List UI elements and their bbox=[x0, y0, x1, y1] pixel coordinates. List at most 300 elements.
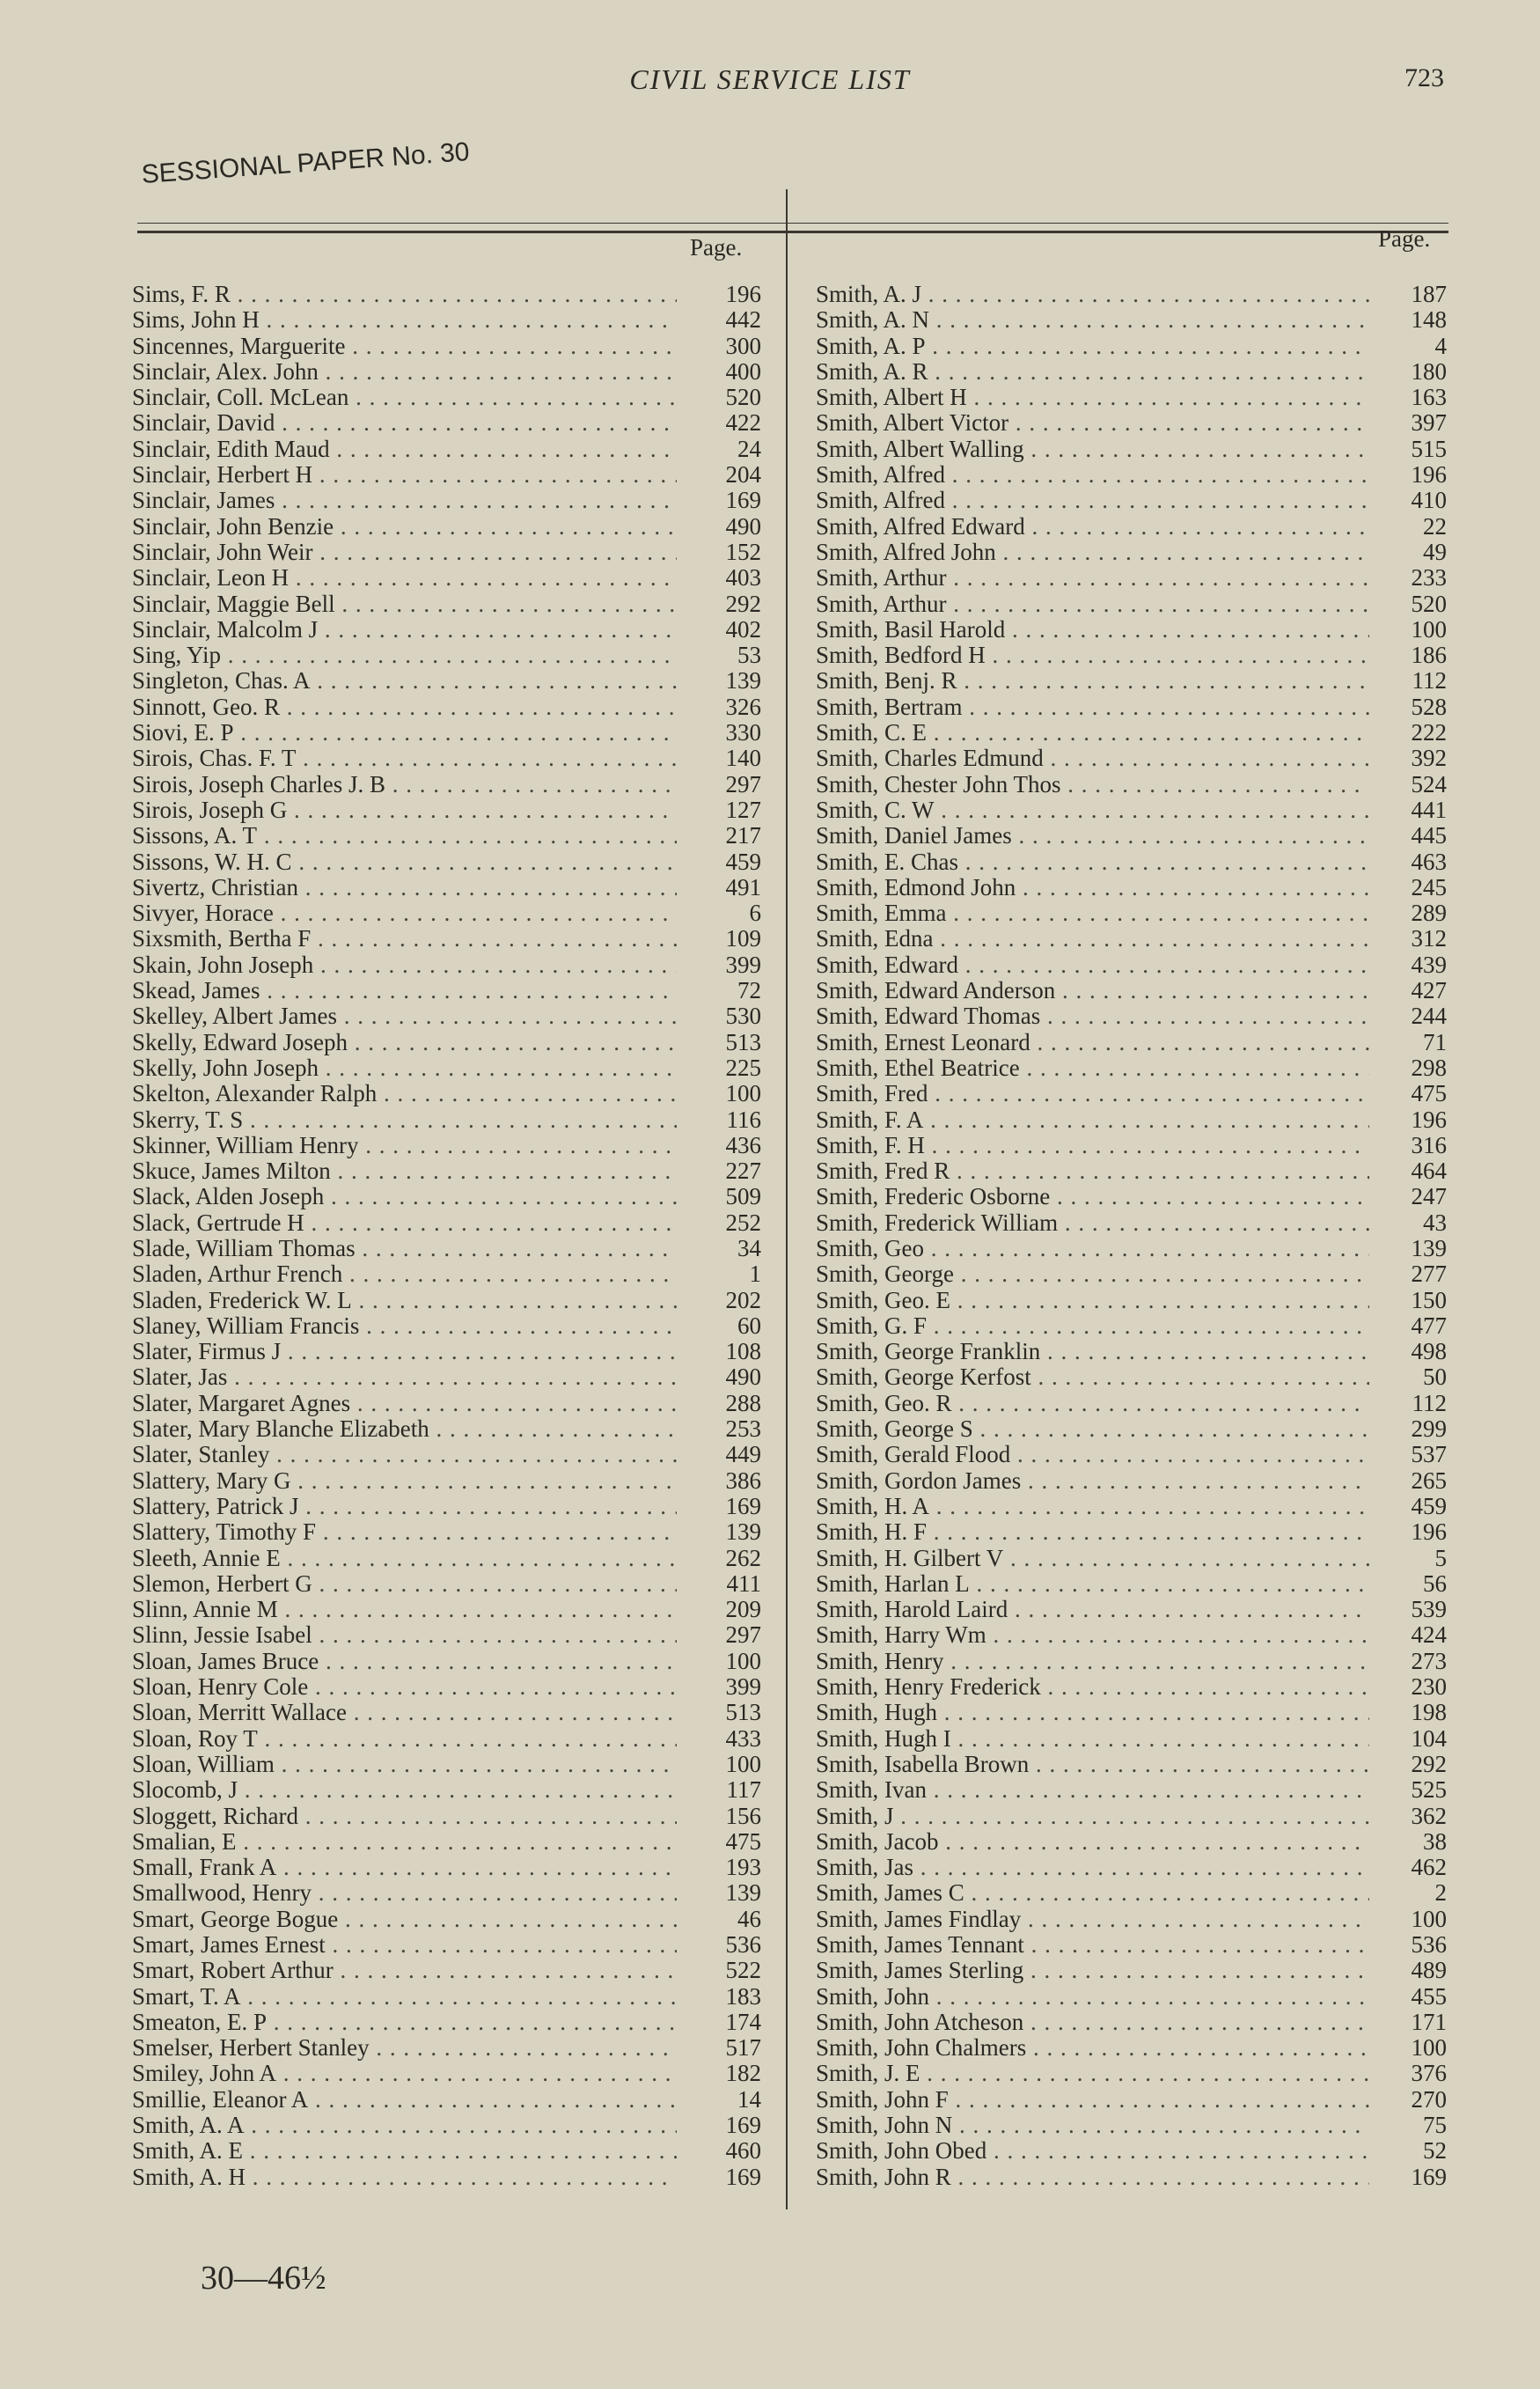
entry-name: Smith, H. Gilbert V . . . bbox=[816, 1546, 1369, 1571]
entry-name: Smith, George S . . . bbox=[816, 1416, 1369, 1442]
entry-name: Sloan, Roy T . . . bbox=[132, 1726, 677, 1752]
entry-name: Singleton, Chas. A . . . bbox=[132, 668, 677, 694]
entry-name: Sinclair, Herbert H . . . bbox=[132, 462, 677, 488]
entry-name: Sinclair, Alex. John . . . bbox=[132, 359, 677, 385]
entry-page: 2 bbox=[1434, 1879, 1447, 1907]
index-entry bbox=[132, 1726, 761, 1752]
index-entry bbox=[816, 1649, 1454, 1674]
entry-name: Slater, Stanley . . . bbox=[132, 1442, 677, 1467]
entry-page: 156 bbox=[725, 1802, 761, 1829]
entry-name: Smith, James Sterling . . . bbox=[816, 1958, 1369, 1983]
entry-page: 376 bbox=[1411, 2060, 1447, 2087]
index-entry bbox=[816, 746, 1454, 771]
entry-page: 169 bbox=[1411, 2163, 1447, 2190]
entry-page: 71 bbox=[1423, 1028, 1447, 1055]
entry-name: Smith, John N . . . bbox=[816, 2113, 1369, 2138]
entry-name: Slater, Margaret Agnes . . . bbox=[132, 1391, 677, 1416]
entry-page: 169 bbox=[725, 2163, 761, 2190]
entry-name: Smith, Geo . . . bbox=[816, 1236, 1369, 1261]
index-entry bbox=[132, 1339, 761, 1364]
entry-name: Sivyer, Horace . . . bbox=[132, 900, 677, 926]
entry-name: Smith, James C . . . bbox=[816, 1880, 1369, 1906]
entry-page: 53 bbox=[737, 642, 761, 669]
index-entry bbox=[816, 1184, 1454, 1209]
entry-name: Sinclair, John Weir . . . bbox=[132, 540, 677, 565]
entry-name: Smith, Gerald Flood . . . bbox=[816, 1442, 1369, 1467]
entry-page: 277 bbox=[1411, 1261, 1447, 1288]
entry-page: 459 bbox=[1411, 1492, 1447, 1519]
entry-name: Sleeth, Annie E . . . bbox=[132, 1546, 677, 1571]
entry-name: Smith, Daniel James . . . bbox=[816, 823, 1369, 849]
entry-page: 460 bbox=[725, 2137, 761, 2165]
entry-page: 38 bbox=[1423, 1827, 1447, 1855]
entry-name: Slattery, Patrick J . . . bbox=[132, 1494, 677, 1519]
entry-page: 253 bbox=[725, 1415, 761, 1443]
index-entry bbox=[816, 1829, 1454, 1855]
entry-page: 326 bbox=[725, 693, 761, 720]
entry-name: Smith, Albert Walling . . . bbox=[816, 437, 1369, 462]
entry-name: Sirois, Joseph Charles J. B . . . bbox=[132, 772, 677, 798]
entry-name: Smith, Fred . . . bbox=[816, 1081, 1369, 1106]
entry-page: 330 bbox=[725, 719, 761, 746]
index-entry bbox=[132, 1907, 761, 1932]
index-entry bbox=[816, 437, 1454, 462]
entry-name: Smith, Geo. R . . . bbox=[816, 1391, 1369, 1416]
index-entry bbox=[132, 1984, 761, 2010]
index-entry bbox=[816, 695, 1454, 720]
header-rule-thin bbox=[137, 223, 1448, 224]
index-entry bbox=[816, 952, 1454, 978]
entry-page: 513 bbox=[725, 1028, 761, 1055]
index-entry bbox=[816, 1261, 1454, 1287]
index-entry bbox=[816, 1752, 1454, 1777]
entry-name: Smith, George Kerfost . . . bbox=[816, 1364, 1369, 1390]
index-entry bbox=[816, 1958, 1454, 1983]
index-entry bbox=[816, 1210, 1454, 1236]
index-entry bbox=[816, 1932, 1454, 1958]
entry-page: 196 bbox=[1411, 1106, 1447, 1133]
entry-name: Sincennes, Marguerite . . . bbox=[132, 334, 677, 359]
index-entry bbox=[132, 1622, 761, 1648]
index-entry bbox=[132, 1133, 761, 1158]
entry-page: 362 bbox=[1411, 1802, 1447, 1829]
entry-name: Sinnott, Geo. R . . . bbox=[132, 695, 677, 720]
entry-page: 196 bbox=[1411, 461, 1447, 489]
index-entry bbox=[816, 900, 1454, 926]
entry-page: 169 bbox=[725, 2112, 761, 2139]
entry-name: Smith, Jas . . . bbox=[816, 1855, 1369, 1880]
index-entry bbox=[816, 875, 1454, 900]
entry-page: 183 bbox=[725, 1982, 761, 2010]
index-entry bbox=[816, 1236, 1454, 1261]
header-rule bbox=[137, 231, 1448, 233]
entry-name: Siovi, E. P . . . bbox=[132, 720, 677, 746]
index-entry bbox=[816, 1804, 1454, 1829]
entry-page: 422 bbox=[725, 409, 761, 437]
index-entry bbox=[132, 1003, 761, 1029]
index-entry bbox=[816, 1546, 1454, 1571]
entry-name: Skinner, William Henry . . . bbox=[132, 1133, 677, 1158]
index-entry bbox=[816, 978, 1454, 1003]
index-entry bbox=[132, 462, 761, 488]
index-entry bbox=[132, 849, 761, 875]
entry-name: Smith, F. A . . . bbox=[816, 1107, 1369, 1133]
entry-page: 491 bbox=[725, 873, 761, 900]
entry-page: 537 bbox=[1411, 1441, 1447, 1468]
entry-name: Sloan, William . . . bbox=[132, 1752, 677, 1777]
entry-page: 209 bbox=[725, 1596, 761, 1623]
entry-page: 536 bbox=[1411, 1931, 1447, 1958]
entry-name: Skead, James . . . bbox=[132, 978, 677, 1003]
index-entry bbox=[816, 2010, 1454, 2035]
entry-page: 43 bbox=[1423, 1209, 1447, 1236]
index-entry bbox=[816, 1907, 1454, 1932]
entry-page: 1 bbox=[749, 1261, 761, 1288]
entry-page: 520 bbox=[725, 384, 761, 411]
entry-name: Sladen, Frederick W. L . . . bbox=[132, 1288, 677, 1313]
entry-name: Smith, Ernest Leonard . . . bbox=[816, 1030, 1369, 1055]
entry-name: Sloan, Merritt Wallace . . . bbox=[132, 1700, 677, 1725]
index-entry bbox=[132, 1107, 761, 1133]
entry-page: 152 bbox=[725, 538, 761, 565]
index-entry bbox=[816, 1391, 1454, 1416]
index-entry bbox=[816, 772, 1454, 798]
entry-name: Slattery, Timothy F . . . bbox=[132, 1519, 677, 1545]
index-entry bbox=[816, 1003, 1454, 1029]
entry-name: Smith, Alfred Edward . . . bbox=[816, 514, 1369, 540]
left-index-column bbox=[132, 282, 761, 2190]
index-entry bbox=[132, 1752, 761, 1777]
entry-page: 498 bbox=[1411, 1338, 1447, 1365]
index-entry bbox=[816, 1855, 1454, 1880]
entry-name: Smith, Edward Anderson . . . bbox=[816, 978, 1369, 1003]
index-entry bbox=[816, 2087, 1454, 2113]
entry-page: 49 bbox=[1423, 538, 1447, 565]
entry-name: Slade, William Thomas . . . bbox=[132, 1236, 677, 1261]
entry-name: Smith, J. E . . . bbox=[816, 2061, 1369, 2086]
entry-name: Smith, E. Chas . . . bbox=[816, 849, 1369, 875]
index-entry bbox=[816, 2035, 1454, 2061]
index-entry bbox=[816, 1081, 1454, 1106]
entry-page: 270 bbox=[1411, 2085, 1447, 2113]
entry-name: Smith, C. E . . . bbox=[816, 720, 1369, 746]
entry-page: 56 bbox=[1423, 1569, 1447, 1597]
index-entry bbox=[816, 1984, 1454, 2010]
entry-page: 174 bbox=[725, 2008, 761, 2035]
entry-name: Sims, John H . . . bbox=[132, 307, 677, 333]
entry-page: 100 bbox=[1411, 2034, 1447, 2062]
entry-page: 186 bbox=[1411, 642, 1447, 669]
entry-name: Smith, C. W . . . bbox=[816, 798, 1369, 823]
index-entry bbox=[816, 2113, 1454, 2138]
entry-name: Smith, John Obed . . . bbox=[816, 2138, 1369, 2164]
index-entry bbox=[132, 1597, 761, 1622]
index-entry bbox=[816, 720, 1454, 746]
index-entry bbox=[132, 1288, 761, 1313]
entry-page: 202 bbox=[725, 1286, 761, 1313]
entry-page: 163 bbox=[1411, 384, 1447, 411]
index-entry bbox=[132, 1674, 761, 1700]
entry-page: 112 bbox=[1412, 1389, 1447, 1416]
index-entry bbox=[132, 1855, 761, 1880]
index-entry bbox=[132, 1519, 761, 1545]
entry-page: 289 bbox=[1411, 900, 1447, 927]
entry-page: 399 bbox=[725, 1673, 761, 1701]
index-entry bbox=[132, 1442, 761, 1467]
entry-page: 100 bbox=[725, 1080, 761, 1107]
entry-page: 193 bbox=[725, 1854, 761, 1881]
entry-name: Smith, James Findlay . . . bbox=[816, 1907, 1369, 1932]
entry-page: 4 bbox=[1434, 332, 1447, 359]
index-entry bbox=[816, 410, 1454, 436]
entry-page: 14 bbox=[737, 2085, 761, 2113]
entry-name: Smith, Harry Wm . . . bbox=[816, 1622, 1369, 1648]
entry-page: 509 bbox=[725, 1183, 761, 1210]
left-column-heading: Page. bbox=[690, 234, 743, 261]
entry-name: Smillie, Eleanor A . . . bbox=[132, 2087, 677, 2113]
entry-name: Smiley, John A . . . bbox=[132, 2061, 677, 2086]
entry-page: 459 bbox=[725, 848, 761, 875]
entry-name: Slaney, William Francis . . . bbox=[132, 1313, 677, 1339]
entry-page: 436 bbox=[725, 1131, 761, 1158]
entry-name: Slinn, Annie M . . . bbox=[132, 1597, 677, 1622]
entry-name: Slinn, Jessie Isabel . . . bbox=[132, 1622, 677, 1648]
entry-name: Smith, Albert H . . . bbox=[816, 385, 1369, 410]
entry-name: Smith, Harold Laird . . . bbox=[816, 1597, 1369, 1622]
entry-page: 196 bbox=[1411, 1518, 1447, 1546]
entry-name: Smith, Basil Harold . . . bbox=[816, 617, 1369, 643]
entry-name: Sloan, Henry Cole . . . bbox=[132, 1674, 677, 1700]
index-entry bbox=[132, 1313, 761, 1339]
entry-page: 244 bbox=[1411, 1003, 1447, 1030]
entry-page: 462 bbox=[1411, 1854, 1447, 1881]
column-divider bbox=[786, 189, 788, 2209]
entry-name: Smith, Albert Victor . . . bbox=[816, 410, 1369, 436]
entry-name: Smith, Edmond John . . . bbox=[816, 875, 1369, 900]
entry-page: 225 bbox=[725, 1054, 761, 1081]
entry-page: 262 bbox=[725, 1544, 761, 1571]
entry-name: Sladen, Arthur French . . . bbox=[132, 1261, 677, 1287]
entry-name: Smith, Fred R . . . bbox=[816, 1158, 1369, 1184]
entry-page: 513 bbox=[725, 1699, 761, 1726]
entry-page: 46 bbox=[737, 1905, 761, 1932]
index-entry bbox=[816, 565, 1454, 591]
index-entry bbox=[132, 1546, 761, 1571]
entry-name: Sinclair, Coll. McLean . . . bbox=[132, 385, 677, 410]
entry-name: Slocomb, J . . . bbox=[132, 1777, 677, 1803]
entry-page: 198 bbox=[1411, 1699, 1447, 1726]
entry-name: Sivertz, Christian . . . bbox=[132, 875, 677, 900]
index-entry bbox=[132, 875, 761, 900]
entry-name: Skelly, John Joseph . . . bbox=[132, 1055, 677, 1081]
entry-name: Smith, Henry . . . bbox=[816, 1649, 1369, 1674]
entry-page: 72 bbox=[737, 977, 761, 1004]
entry-page: 442 bbox=[725, 306, 761, 334]
entry-name: Smith, Alfred John . . . bbox=[816, 540, 1369, 565]
entry-page: 217 bbox=[725, 822, 761, 849]
entry-page: 222 bbox=[1411, 719, 1447, 746]
index-entry bbox=[132, 978, 761, 1003]
entry-name: Sixsmith, Bertha F . . . bbox=[132, 926, 677, 952]
entry-name: Smith, Henry Frederick . . . bbox=[816, 1674, 1369, 1700]
index-entry bbox=[132, 823, 761, 849]
entry-page: 100 bbox=[1411, 615, 1447, 643]
entry-page: 180 bbox=[1411, 357, 1447, 385]
signature-mark: 30—46½ bbox=[201, 2260, 326, 2297]
entry-name: Smallwood, Henry . . . bbox=[132, 1880, 677, 1906]
entry-name: Smith, A. R . . . bbox=[816, 359, 1369, 385]
index-entry bbox=[132, 592, 761, 617]
entry-name: Slater, Jas . . . bbox=[132, 1364, 677, 1390]
index-entry bbox=[816, 307, 1454, 333]
index-entry bbox=[132, 1364, 761, 1390]
entry-name: Smith, Jacob . . . bbox=[816, 1829, 1369, 1855]
index-entry bbox=[816, 849, 1454, 875]
entry-name: Sinclair, John Benzie . . . bbox=[132, 514, 677, 540]
index-entry bbox=[132, 798, 761, 823]
entry-page: 410 bbox=[1411, 487, 1447, 514]
index-entry bbox=[132, 1958, 761, 1983]
index-entry bbox=[132, 1700, 761, 1725]
index-entry bbox=[816, 1880, 1454, 1906]
index-entry bbox=[132, 900, 761, 926]
entry-name: Sinclair, Maggie Bell . . . bbox=[132, 592, 677, 617]
entry-name: Smith, Gordon James . . . bbox=[816, 1468, 1369, 1494]
entry-name: Smith, George Franklin . . . bbox=[816, 1339, 1369, 1364]
index-entry bbox=[132, 1829, 761, 1855]
entry-page: 169 bbox=[725, 487, 761, 514]
entry-page: 140 bbox=[725, 745, 761, 772]
entry-page: 455 bbox=[1411, 1982, 1447, 2010]
entry-page: 75 bbox=[1423, 2112, 1447, 2139]
entry-name: Sinclair, Leon H . . . bbox=[132, 565, 677, 591]
index-entry bbox=[816, 2061, 1454, 2086]
index-entry bbox=[816, 1364, 1454, 1390]
entry-page: 299 bbox=[1411, 1415, 1447, 1443]
index-entry bbox=[816, 798, 1454, 823]
entry-name: Smalian, E . . . bbox=[132, 1829, 677, 1855]
entry-page: 227 bbox=[725, 1158, 761, 1185]
entry-page: 536 bbox=[725, 1931, 761, 1958]
index-entry bbox=[816, 643, 1454, 668]
index-entry bbox=[132, 2010, 761, 2035]
index-entry bbox=[816, 1700, 1454, 1725]
index-entry bbox=[132, 952, 761, 978]
index-entry bbox=[132, 1932, 761, 1958]
entry-page: 445 bbox=[1411, 822, 1447, 849]
index-entry bbox=[816, 1519, 1454, 1545]
entry-name: Smart, Robert Arthur . . . bbox=[132, 1958, 677, 1983]
entry-name: Smith, Harlan L . . . bbox=[816, 1571, 1369, 1597]
index-entry bbox=[816, 1442, 1454, 1467]
entry-name: Sinclair, Malcolm J . . . bbox=[132, 617, 677, 643]
entry-page: 34 bbox=[737, 1234, 761, 1261]
index-entry bbox=[132, 926, 761, 952]
index-entry bbox=[132, 695, 761, 720]
entry-page: 139 bbox=[725, 667, 761, 695]
entry-name: Smith, John Chalmers . . . bbox=[816, 2035, 1369, 2061]
entry-page: 522 bbox=[725, 1957, 761, 1984]
entry-page: 402 bbox=[725, 615, 761, 643]
entry-name: Sloan, James Bruce . . . bbox=[132, 1649, 677, 1674]
entry-name: Sinclair, James . . . bbox=[132, 488, 677, 513]
entry-name: Smith, Charles Edmund . . . bbox=[816, 746, 1369, 771]
entry-page: 449 bbox=[725, 1441, 761, 1468]
entry-name: Sissons, A. T . . . bbox=[132, 823, 677, 849]
entry-name: Smeaton, E. P . . . bbox=[132, 2010, 677, 2035]
entry-page: 386 bbox=[725, 1466, 761, 1494]
entry-name: Skelton, Alexander Ralph . . . bbox=[132, 1081, 677, 1106]
entry-name: Slack, Alden Joseph . . . bbox=[132, 1184, 677, 1209]
index-entry bbox=[132, 1210, 761, 1236]
entry-name: Smith, John . . . bbox=[816, 1984, 1369, 2010]
entry-name: Slater, Firmus J . . . bbox=[132, 1339, 677, 1364]
index-entry bbox=[132, 2061, 761, 2086]
entry-page: 24 bbox=[737, 435, 761, 462]
index-entry bbox=[816, 385, 1454, 410]
entry-name: Skerry, T. S . . . bbox=[132, 1107, 677, 1133]
entry-name: Smith, Frederick William . . . bbox=[816, 1210, 1369, 1236]
index-entry bbox=[132, 1184, 761, 1209]
index-entry bbox=[132, 565, 761, 591]
entry-page: 403 bbox=[725, 564, 761, 592]
entry-page: 475 bbox=[1411, 1080, 1447, 1107]
entry-name: Slater, Mary Blanche Elizabeth . . . bbox=[132, 1416, 677, 1442]
entry-page: 171 bbox=[1411, 2008, 1447, 2035]
entry-page: 265 bbox=[1411, 1466, 1447, 1494]
entry-page: 104 bbox=[1411, 1724, 1447, 1752]
entry-name: Slemon, Herbert G . . . bbox=[132, 1571, 677, 1597]
entry-page: 5 bbox=[1434, 1544, 1447, 1571]
index-entry bbox=[816, 1107, 1454, 1133]
index-entry bbox=[816, 540, 1454, 565]
entry-name: Smith, Edward Thomas . . . bbox=[816, 1003, 1369, 1029]
entry-name: Smith, H. A . . . bbox=[816, 1494, 1369, 1519]
entry-name: Skelley, Albert James . . . bbox=[132, 1003, 677, 1029]
entry-page: 528 bbox=[1411, 693, 1447, 720]
index-entry bbox=[132, 282, 761, 307]
index-entry bbox=[816, 1571, 1454, 1597]
index-entry bbox=[816, 1674, 1454, 1700]
index-entry bbox=[132, 2087, 761, 2113]
entry-name: Sirois, Chas. F. T . . . bbox=[132, 746, 677, 771]
entry-name: Smart, T. A . . . bbox=[132, 1984, 677, 2010]
entry-page: 109 bbox=[725, 925, 761, 952]
entry-page: 490 bbox=[725, 1364, 761, 1391]
entry-page: 297 bbox=[725, 770, 761, 798]
index-entry bbox=[132, 772, 761, 798]
entry-page: 182 bbox=[725, 2060, 761, 2087]
index-entry bbox=[132, 1804, 761, 1829]
entry-name: Slack, Gertrude H . . . bbox=[132, 1210, 677, 1236]
entry-name: Skain, John Joseph . . . bbox=[132, 952, 677, 978]
index-entry bbox=[816, 1468, 1454, 1494]
entry-name: Smith, Isabella Brown . . . bbox=[816, 1752, 1369, 1777]
entry-name: Smith, A. E . . . bbox=[132, 2138, 677, 2164]
index-entry bbox=[132, 746, 761, 771]
index-entry bbox=[816, 514, 1454, 540]
index-entry bbox=[816, 1030, 1454, 1055]
entry-name: Smith, A. P . . . bbox=[816, 334, 1369, 359]
index-entry bbox=[816, 1313, 1454, 1339]
index-entry bbox=[132, 1571, 761, 1597]
entry-page: 530 bbox=[725, 1003, 761, 1030]
index-entry bbox=[132, 2035, 761, 2061]
sessional-paper-label: SESSIONAL PAPER No. 30 bbox=[140, 137, 471, 190]
entry-page: 464 bbox=[1411, 1158, 1447, 1185]
entry-page: 196 bbox=[725, 281, 761, 307]
index-entry bbox=[132, 1261, 761, 1287]
